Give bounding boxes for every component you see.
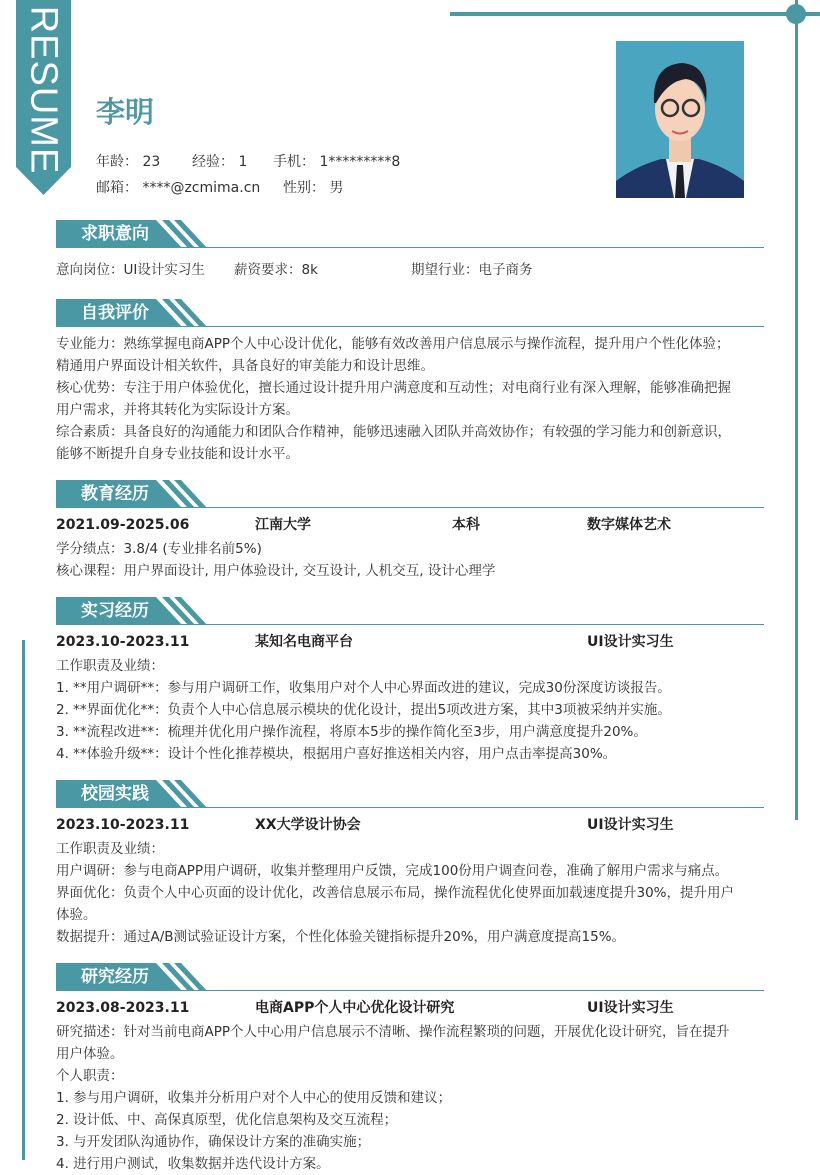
date: 2021.09-2025.06: [56, 517, 190, 533]
text-line: 核心优势：专注于用户体验优化，擅长通过设计提升用户满意度和互动性；对电商行业有深入理解，能够准确把握: [56, 380, 731, 396]
section-education: [56, 480, 764, 582]
text-line: 3. 与开发团队沟通协作，确保设计方案的准确实施；: [56, 1134, 371, 1150]
portrait-photo: [616, 41, 744, 198]
text-line: 4. 进行用户测试，收集数据并迭代设计方案。: [56, 1156, 330, 1172]
section-header: [56, 597, 764, 625]
top-rule: [450, 12, 820, 16]
resume-banner: [16, 0, 71, 195]
role: UI设计实习生: [587, 1000, 674, 1016]
text-line: 界面优化：负责个人中心页面的设计优化，改善信息展示布局，操作流程优化使界面加载速度提升30%，提升用户: [56, 885, 735, 901]
text-line: 用户调研：参与电商APP用户调研，收集并整理用户反馈，完成100份用户调查问卷，准确了解用户需求与痛点。: [56, 863, 729, 879]
research-row: [56, 997, 764, 1019]
section-job-intention: [56, 220, 764, 281]
text-line: 2. **界面优化**：负责个人中心信息展示模块的优化设计，提出5项改进方案，其中3项被采纳并实施。: [56, 702, 671, 718]
section-self-evaluation: [56, 299, 764, 465]
text-line: 体验。: [56, 907, 97, 923]
date: 2023.08-2023.11: [56, 1000, 190, 1016]
age: 年龄： 23: [96, 154, 161, 170]
text-line: 用户需求，并将其转化为实际设计方案。: [56, 402, 299, 418]
text-line: 工作职责及业绩：: [56, 658, 164, 674]
section-header: [56, 220, 764, 248]
text-line: 学分绩点：3.8/4 (专业排名前5%): [56, 541, 262, 557]
text-line: 3. **流程改进**：梳理并优化用户操作流程，将原本5步的操作简化至3步，用户满意度提升20%。: [56, 724, 647, 740]
section-title: 自我评价: [81, 303, 149, 323]
text-line: 综合素质：具备良好的沟通能力和团队合作精神，能够迅速融入团队并高效协作；有较强的学习能力和创新意识，: [56, 424, 731, 440]
degree: 本科: [452, 517, 480, 533]
organization: XX大学设计协会: [255, 817, 361, 833]
section-title: 校园实践: [81, 784, 149, 804]
section-title: 教育经历: [81, 484, 149, 504]
section-header: [56, 299, 764, 327]
info-line-2: [96, 177, 343, 197]
text-line: 研究描述：针对当前电商APP个人中心用户信息展示不清晰、操作流程繁琐的问题，开展优化设计研究，旨在提升: [56, 1024, 730, 1040]
text-line: 2. 设计低、中、高保真原型，优化信息架构及交互流程；: [56, 1112, 398, 1128]
text-line: 核心课程：用户界面设计, 用户体验设计, 交互设计, 人机交互, 设计心理学: [56, 563, 496, 579]
left-rule: [22, 640, 25, 1160]
text-line: 专业能力：熟练掌握电商APP个人中心设计优化，能够有效改善用户信息展示与操作流程，提升用户个性化体验；: [56, 336, 730, 352]
section-internship: [56, 597, 764, 765]
date: 2023.10-2023.11: [56, 634, 190, 650]
salary: 薪资要求：8k: [234, 262, 318, 278]
industry: 期望行业：电子商务: [411, 262, 533, 278]
text-line: 1. 参与用户调研，收集并分析用户对个人中心的使用反馈和建议；: [56, 1090, 452, 1106]
experience: 经验： 1: [192, 154, 248, 170]
text-line: 用户体验。: [56, 1046, 124, 1062]
edu-row: [56, 514, 764, 536]
organization: 某知名电商平台: [255, 634, 353, 650]
section-title: 求职意向: [81, 224, 149, 244]
candidate-name: 李明: [96, 95, 155, 129]
section-header: [56, 780, 764, 808]
project: 电商APP个人中心优化设计研究: [255, 1000, 455, 1016]
text-line: 工作职责及业绩：: [56, 841, 164, 857]
rule-dot: [786, 4, 806, 24]
section-title: 实习经历: [81, 601, 149, 621]
position: 意向岗位：UI设计实习生: [56, 262, 205, 278]
text-line: 1. **用户调研**：参与用户调研工作，收集用户对个人中心界面改进的建议，完成30份深度访谈报告。: [56, 680, 671, 696]
section-header: [56, 480, 764, 508]
major: 数字媒体艺术: [587, 517, 671, 533]
section-header: [56, 963, 764, 991]
job-row: [56, 259, 764, 281]
info-line-1: [96, 151, 400, 171]
right-rule: [795, 0, 798, 820]
section-title: 研究经历: [81, 967, 149, 987]
text-line: 个人职责：: [56, 1068, 124, 1084]
intern-row: [56, 631, 764, 653]
role: UI设计实习生: [587, 634, 674, 650]
text-line: 数据提升：通过A/B测试验证设计方案，个性化体验关键指标提升20%，用户满意度提高15%。: [56, 929, 626, 945]
role: UI设计实习生: [587, 817, 674, 833]
section-research: [56, 963, 764, 1175]
text-line: 能够不断提升自身专业技能和设计水平。: [56, 446, 299, 462]
phone: 手机： 1*********8: [273, 154, 401, 170]
text-line: 精通用户界面设计相关软件，具备良好的审美能力和设计思维。: [56, 358, 434, 374]
gender: 性别： 男: [283, 180, 344, 196]
school: 江南大学: [255, 517, 311, 533]
banner-text: RESUME: [22, 5, 65, 175]
email: 邮箱： ****@zcmima.cn: [96, 180, 261, 196]
text-line: 4. **体验升级**：设计个性化推荐模块，根据用户喜好推送相关内容，用户点击率提高30%。: [56, 746, 617, 762]
campus-row: [56, 814, 764, 836]
section-campus-practice: [56, 780, 764, 948]
date: 2023.10-2023.11: [56, 817, 190, 833]
